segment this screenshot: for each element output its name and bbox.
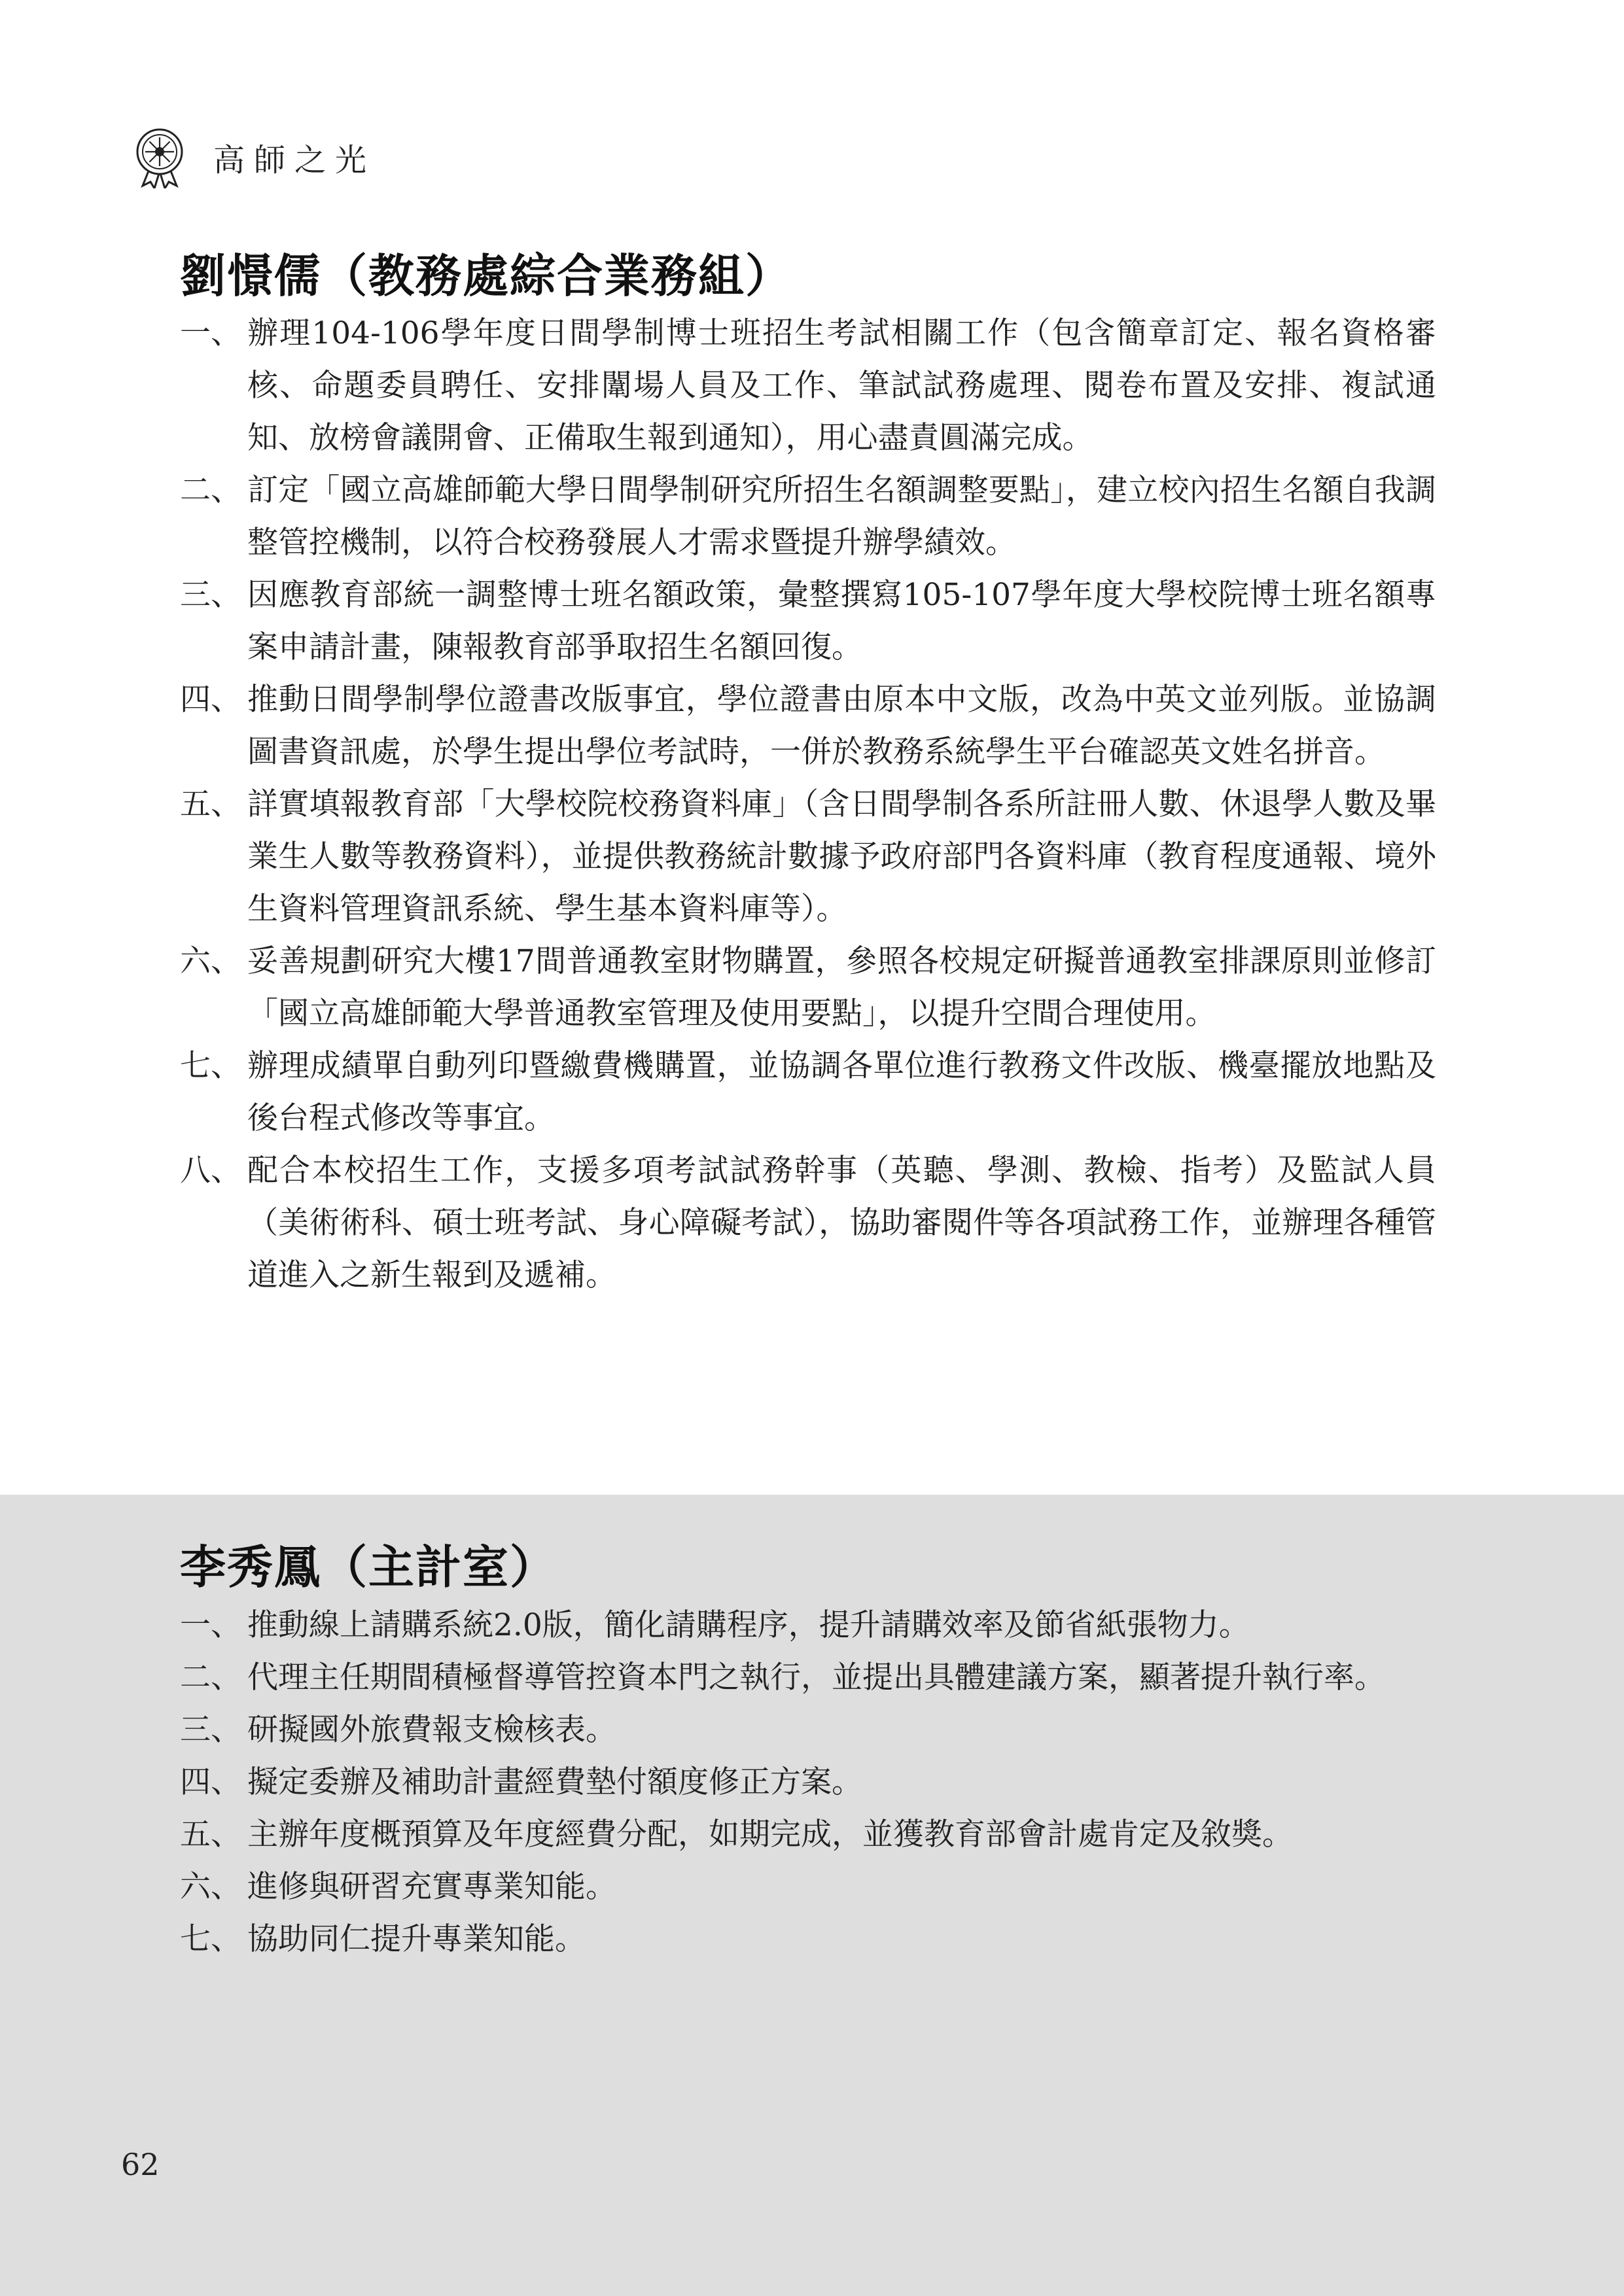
item-text: 辦理成績單自動列印暨繳費機購置，並協調各單位進行教務文件改版、機臺擺放地點及後台程式修改等事宜。: [247, 1048, 1436, 1136]
item-number: 五、: [180, 786, 241, 822]
item-number: 二、: [180, 1660, 241, 1696]
item-text: 主辦年度概預算及年度經費分配，如期完成，並獲教育部會計處肯定及敘獎。: [247, 1817, 1293, 1852]
item-number: 七、: [180, 1921, 241, 1957]
achievement-list: [180, 307, 1436, 1302]
list-item: [180, 1809, 1436, 1861]
item-text: 推動線上請購系統2.0版，簡化請購程序，提升請購效率及節省紙張物力。: [247, 1607, 1250, 1643]
honoree-name: 李秀鳳（主計室）: [180, 1540, 557, 1594]
honoree-section: [0, 1495, 1624, 2296]
item-number: 一、: [180, 1607, 241, 1643]
list-item: [180, 1040, 1436, 1145]
item-number: 二、: [180, 472, 241, 508]
list-item: [180, 1145, 1436, 1302]
item-text: 研擬國外旅費報支檢核表。: [247, 1712, 616, 1748]
item-text: 協助同仁提升專業知能。: [247, 1921, 586, 1957]
item-number: 八、: [180, 1153, 241, 1189]
list-item: [180, 464, 1436, 569]
item-number: 三、: [180, 577, 241, 613]
list-item: [180, 1861, 1436, 1913]
item-text: 配合本校招生工作，支援多項考試試務幹事（英聽、學測、教檢、指考）及監試人員（美術術科、碩士班考試、身心障礙考試），協助審閱件等各項試務工作，並辦理各種管道進入之新生報到及遞補。: [247, 1153, 1436, 1293]
award-medal-icon: [131, 126, 188, 188]
list-item: [180, 307, 1436, 464]
honoree-section: [0, 235, 1624, 1495]
item-number: 五、: [180, 1817, 241, 1852]
item-text: 詳實填報教育部「大學校院校務資料庫」（含日間學制各系所註冊人數、休退學人數及畢業生人數等教務資料），並提供教務統計數據予政府部門各資料庫（教育程度通報、境外生資料管理資訊系統、學生基本資料庫等）。: [247, 786, 1436, 927]
item-number: 一、: [180, 315, 241, 351]
item-number: 三、: [180, 1712, 241, 1748]
running-header: [131, 124, 376, 190]
list-item: [180, 935, 1436, 1040]
list-item: [180, 1704, 1436, 1756]
item-text: 妥善規劃研究大樓17間普通教室財物購置，參照各校規定研擬普通教室排課原則並修訂「國立高雄師範大學普通教室管理及使用要點」，以提升空間合理使用。: [247, 943, 1436, 1032]
list-item: [180, 1599, 1436, 1652]
item-number: 六、: [180, 1869, 241, 1905]
list-item: [180, 569, 1436, 674]
item-text: 代理主任期間積極督導管控資本門之執行，並提出具體建議方案，顯著提升執行率。: [247, 1660, 1385, 1696]
item-number: 四、: [180, 1764, 241, 1800]
achievement-list: [180, 1599, 1436, 1966]
item-number: 四、: [180, 682, 241, 718]
honoree-name: 劉憬儒（教務處綜合業務組）: [180, 249, 792, 303]
item-text: 進修與研習充實專業知能。: [247, 1869, 616, 1905]
list-item: [180, 778, 1436, 935]
list-item: [180, 1652, 1436, 1704]
item-text: 因應教育部統一調整博士班名額政策，彙整撰寫105-107學年度大學校院博士班名額專案申請計畫，陳報教育部爭取招生名額回復。: [247, 577, 1436, 665]
page-number: 62: [121, 2147, 160, 2182]
series-title: 高師之光: [213, 141, 376, 179]
item-number: 六、: [180, 943, 241, 979]
item-number: 七、: [180, 1048, 241, 1084]
item-text: 辦理104-106學年度日間學制博士班招生考試相關工作（包含簡章訂定、報名資格審核、命題委員聘任、安排闈場人員及工作、筆試試務處理、閱卷布置及安排、複試通知、放榜會議開會、正備取生報到通知），用心盡責圓滿完成。: [247, 315, 1436, 456]
item-text: 訂定「國立高雄師範大學日間學制研究所招生名額調整要點」，建立校內招生名額自我調整管控機制，以符合校務發展人才需求暨提升辦學績效。: [247, 472, 1436, 561]
list-item: [180, 1913, 1436, 1966]
item-text: 擬定委辦及補助計畫經費墊付額度修正方案。: [247, 1764, 862, 1800]
list-item: [180, 674, 1436, 778]
item-text: 推動日間學制學位證書改版事宜，學位證書由原本中文版，改為中英文並列版。並協調圖書資訊處，於學生提出學位考試時，一併於教務系統學生平台確認英文姓名拼音。: [247, 682, 1436, 770]
list-item: [180, 1756, 1436, 1809]
